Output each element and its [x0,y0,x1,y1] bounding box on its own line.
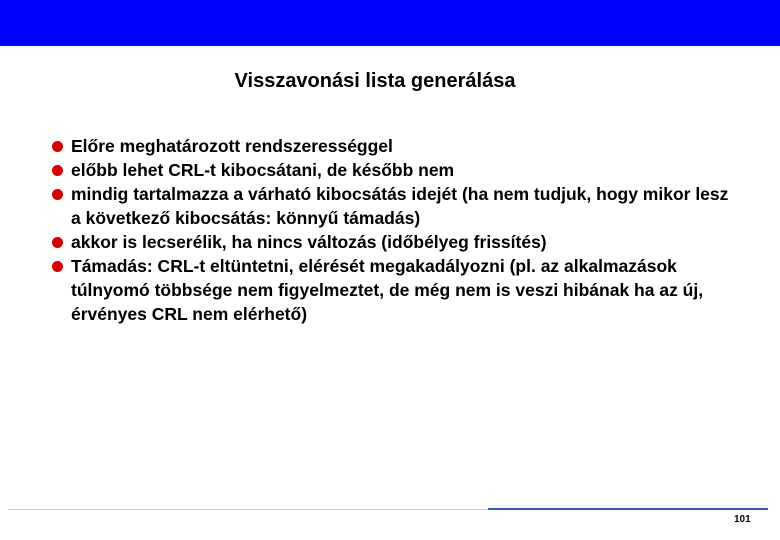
bullet-item [52,254,742,326]
bullet-item [52,182,742,230]
bullet-list [52,134,742,326]
bullet-dot-icon [52,141,63,152]
bullet-dot-icon [52,189,63,200]
bullet-text: Támadás: CRL-t eltüntetni, elérését megakadályozni (pl. az alkalmazások túlnyomó többsége nem figyelmeztet, de még nem is veszi hibának ha az új, érvényes CRL nem elérhető) [71,256,704,324]
bullet-item [52,158,742,182]
bullet-text: mindig tartalmazza a várható kibocsátás idejét (ha nem tudjuk, hogy mikor lesz a következő kibocsátás: könnyű támadás) [71,184,729,228]
bullet-dot-icon [52,237,63,248]
page-number: 101 [734,514,751,525]
header-bar [0,0,780,46]
bullet-text: akkor is lecserélik, ha nincs változás (időbélyeg frissítés) [71,232,547,252]
footer-divider-light [8,509,488,510]
bullet-dot-icon [52,261,63,272]
slide-title: Visszavonási lista generálása [234,70,516,92]
bullet-text: Előre meghatározott rendszerességgel [71,136,393,156]
bullet-item [52,230,742,254]
bullet-dot-icon [52,165,63,176]
footer-divider [488,508,768,510]
bullet-text: előbb lehet CRL-t kibocsátani, de később nem [71,160,455,180]
bullet-item [52,134,742,158]
